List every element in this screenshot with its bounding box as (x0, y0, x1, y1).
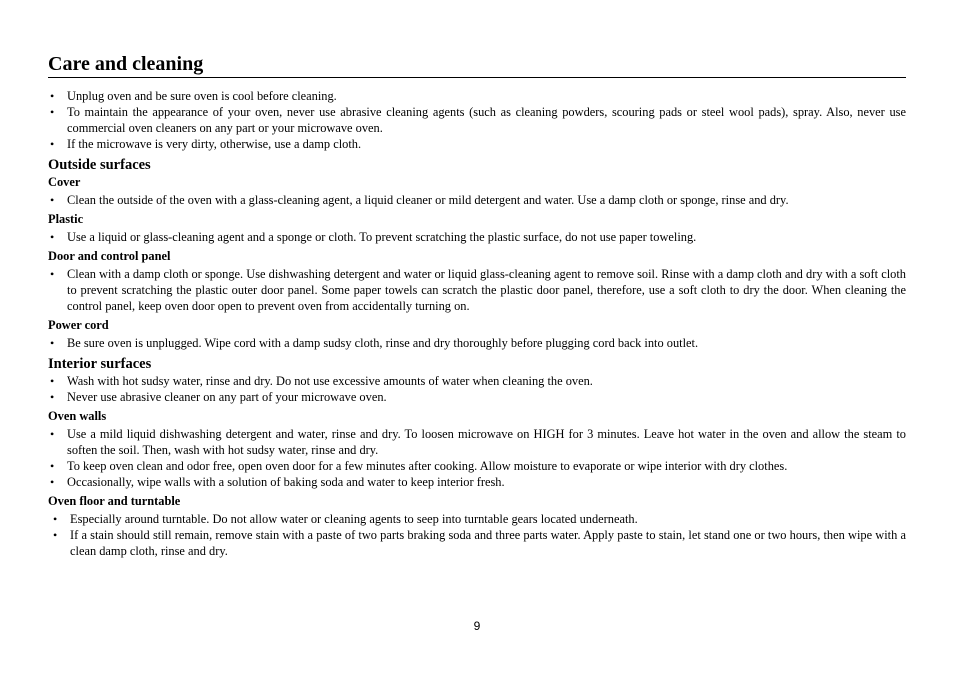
subheading-oven-walls: Oven walls (48, 409, 107, 423)
subheading-door: Door and control panel (48, 249, 171, 263)
page-number: 9 (473, 619, 481, 633)
cord-list (48, 335, 906, 351)
floor-list (48, 511, 906, 559)
plastic-list (48, 229, 906, 245)
intro-list (48, 88, 906, 152)
subheading-plastic: Plastic (48, 212, 84, 226)
list-item: • Especially around turntable. Do not allow water or cleaning agents to seep into turntable gears located underneath. (48, 511, 906, 527)
subheading-cover: Cover (48, 175, 81, 189)
list-item: • To maintain the appearance of your oven, never use abrasive cleaning agents (such as cleaning powders, scouring pads or steel wool pads), spray. Also, never use commercial oven cleaners on any part or your microwave oven. (48, 104, 906, 136)
list-item: • Clean with a damp cloth or sponge. Use dishwashing detergent and water or liquid glass-cleaning agent to remove soil. Rinse with a damp cloth and dry with a soft cloth to prevent scratching the plastic outer door panel. Some paper towels can scratch the plastic door panel, therefore, use a soft cloth to dry the door. When cleaning the control panel, keep oven door open to prevent oven from accidentally turning on. (48, 266, 906, 314)
subheading-oven-floor: Oven floor and turntable (48, 494, 181, 508)
list-item: • Be sure oven is unplugged. Wipe cord with a damp sudsy cloth, rinse and dry thoroughly before plugging cord back into outlet. (48, 335, 906, 351)
cover-list (48, 192, 906, 208)
door-list (48, 266, 906, 314)
list-item: • Occasionally, wipe walls with a solution of baking soda and water to keep interior fresh. (48, 474, 906, 490)
list-item: • Use a liquid or glass-cleaning agent and a sponge or cloth. To prevent scratching the plastic surface, do not use paper toweling. (48, 229, 906, 245)
page-title: Care and cleaning (48, 52, 906, 78)
document-page (48, 52, 906, 559)
list-item: • Wash with hot sudsy water, rinse and dry. Do not use excessive amounts of water when cleaning the oven. (48, 373, 906, 389)
section-heading-interior: Interior surfaces (48, 356, 152, 372)
section-heading-outside: Outside surfaces (48, 157, 151, 173)
subheading-power-cord: Power cord (48, 318, 109, 332)
document-content (48, 88, 906, 559)
list-item: • Unplug oven and be sure oven is cool before cleaning. (48, 88, 906, 104)
list-item: • Never use abrasive cleaner on any part of your microwave oven. (48, 389, 906, 405)
interior-list (48, 373, 906, 405)
list-item: • To keep oven clean and odor free, open oven door for a few minutes after cooking. Allow moisture to evaporate or wipe interior with dry clothes. (48, 458, 906, 474)
list-item: • Use a mild liquid dishwashing detergent and water, rinse and dry. To loosen microwave on HIGH for 3 minutes. Leave hot water in the oven and allow the steam to soften the soil. Then, wash with hot sudsy water, rinse and dry. (48, 426, 906, 458)
list-item: • If the microwave is very dirty, otherwise, use a damp cloth. (48, 136, 906, 152)
list-item: • Clean the outside of the oven with a glass-cleaning agent, a liquid cleaner or mild detergent and water. Use a damp cloth or sponge, rinse and dry. (48, 192, 906, 208)
list-item: • If a stain should still remain, remove stain with a paste of two parts braking soda and three parts water. Apply paste to stain, let stand one or two hours, then wipe with a clean damp cloth, rinse and dry. (48, 527, 906, 559)
walls-list (48, 426, 906, 490)
